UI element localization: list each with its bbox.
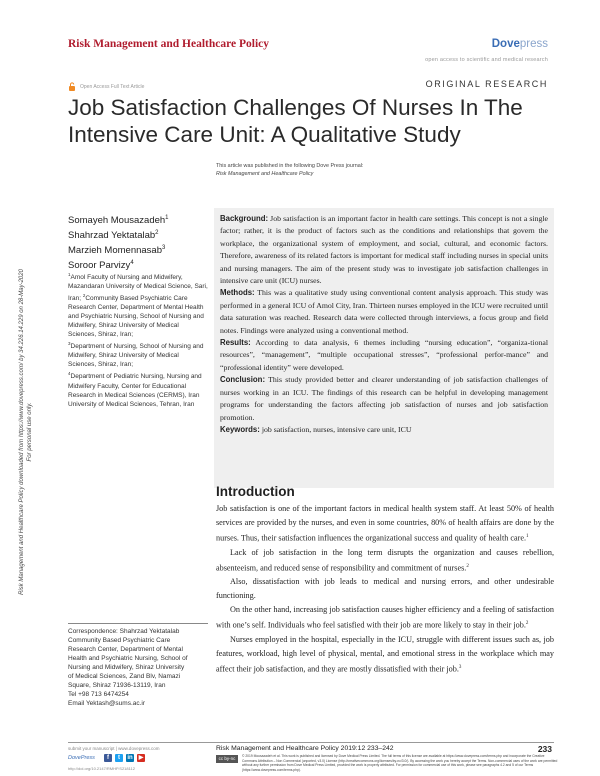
section-heading-introduction: Introduction (216, 484, 295, 499)
article-title: Job Satisfaction Challenges Of Nurses In The Intensive Care Unit: A Qualitative Study (68, 95, 523, 147)
dovepress-small-logo[interactable]: DovePress (68, 755, 95, 761)
correspondence-divider (68, 623, 208, 624)
open-access-icon (68, 82, 76, 91)
author-item[interactable]: Somayeh Mousazadeh$^1$ (68, 215, 169, 227)
paragraph: Lack of job satisfaction in the long term disrupts the organization and causes rebellion, absenteeism, and reduced sense of responsibility and commitment of nurses.$^2$ (216, 547, 554, 573)
author-item[interactable]: Shahrzad Yektatalab$^2$ (68, 230, 159, 242)
affiliations (68, 270, 208, 409)
download-stamp-line1: Risk Management and Healthcare Policy downloaded from https://www.dovepress.com/ by 34.226.14.229 on 28-May-2020 (19, 269, 25, 595)
introduction-body (216, 502, 554, 677)
abstract-keywords: Keywords: job satisfaction, nurses, intensive care unit, ICU (220, 424, 412, 434)
cc-license-badge[interactable]: cc by-nc (216, 755, 238, 763)
page-number: 233 (537, 744, 552, 754)
citation-ref[interactable]: 3 (458, 665, 462, 671)
affiliation-item: $^4$Department of Pediatric Nursing, Nursing and Midwifery Faculty, Center for Educational Research in Medical Sciences (CERMS), Iran University of Medical Sciences, Tehran, Iran (68, 371, 202, 408)
twitter-icon[interactable]: t (115, 754, 123, 762)
publisher-logo-part-b: press (519, 38, 548, 50)
correspondence-block: Correspondence: Shahrzad Yektatalab Community Based Psychiatric Care Research Center, Department of Mental Health and Psychiatric Nursing, School of Nursing and Midwifery, Shiraz University of Medical Sciences, Zand Blv, Namazi Square, Shiraz 71936-13119, Iran Tel +98 713 6474254 Email Yektash@sums.ac.ir (68, 627, 208, 708)
journal-citation: Risk Management and Healthcare Policy 2019:12 233–242 (216, 745, 394, 752)
linkedin-icon[interactable]: in (127, 755, 133, 761)
affiliation-item: $^3$Department of Nursing, School of Nursing and Midwifery, Shiraz University of Medical Sciences, Shiraz, Iran; (68, 341, 204, 369)
citation-ref[interactable]: 1 (526, 534, 529, 539)
license-text: © 2019 Mousazadeh et al. This work is published and licensed by Dove Medical Press Limited. The full terms of this license are available at https://www.dovepress.com/terms.php and incorporate the Creative Commons Attribution – Non Commercial (unported, v3.0) License (http://creativecommons.org/licenses/by-nc/3.0/). By accessing the work you hereby accept the Terms. Non-commercial uses of the work are permitted without any further permission from Dove Medical Press Limited, provided the work is properly attributed. For permission for commercial use of this work, please see paragraphs 4.2 and 5 of our Terms (https://www.dovepress.com/terms.php). (242, 754, 558, 772)
download-stamp (14, 136, 38, 726)
abstract-background: Background: Job satisfaction is an important factor in health care settings. This concept is not a single factor; rather, it is the product of factors such as the conditions and relationships that govern the workplace, the organizational system of employment, and social, cultural, and economic factors. Therefore, awareness of its related factors is important for medical staff including nurses in special units and nursing managers. The aim of the present study was to investigate job satisfaction challenges in intensive care unit (ICU) nurses. (220, 214, 548, 286)
article-type: ORIGINAL RESEARCH (425, 79, 548, 89)
citation-ref[interactable]: 2 (466, 563, 469, 569)
paragraph: Job satisfaction is one of the important factors in medical health system staff. At least 50% of health services are provided by the nurses, and even in some countries, 80% of health affairs are done by the nurses. Thus, their satisfaction influences the organizational success and quality of health care.$^1$ (216, 504, 554, 543)
journal-name: Risk Management and Healthcare Policy (68, 38, 270, 50)
open-access-label (68, 82, 144, 91)
facebook-icon[interactable]: f (104, 754, 112, 762)
author-item[interactable]: Soroor Parvizy$^4$ (68, 260, 134, 272)
abstract-box (214, 208, 554, 488)
publication-note-line1: This article was published in the following Dove Press journal: (216, 163, 364, 169)
abstract-methods: Methods: This was a qualitative study using conventional content analysis approach. This study was performed in a general ICU of Amol City, Iran. Thirteen nurses employed in the ICU were recruited until data saturation was reached. Research data were collected through interviews, a focus group and field notes. Findings were analyzed using a conventional method. (220, 288, 548, 335)
paragraph: Also, dissatisfaction with job leads to medical and nursing errors, and other undesirable functioning. (216, 577, 554, 601)
paragraph: Nurses employed in the hospital, especially in the ICU, struggle with different issues such as, job features, workload, high level of physical, mental, and emotional stress in the workplace which may affect their job satisfaction, and they are mostly dissatisfied with their job.$^3$ (216, 635, 554, 674)
youtube-icon[interactable]: ▶ (138, 755, 144, 761)
doi-link[interactable]: http://doi.org/10.2147/RMHP.S218112 (68, 766, 136, 771)
abstract-conclusion: Conclusion: This study provided better and clearer understanding of job satisfaction challenges of nurses working in an ICU. The findings of this research can be helpful in developing management programs for understanding the factors affecting job satisfaction of nurses and job satisfaction promotion. (220, 375, 548, 422)
affiliation-item: $^1$Amol Faculty of Nursing and Midwifery, Mazandaran University of Medical Science, Sari, Iran; $^2$Community Based Psychiatric Care Research Center, Department of Mental Health and Psychiatric Nursing, School of Nursing and Midwifery, Shiraz University of Medical Sciences, Shiraz, Iran; (68, 272, 208, 339)
paragraph: On the other hand, increasing job satisfaction causes higher efficiency and a feeling of satisfaction with one’s self. Individuals who feel satisfied with their job are more likely to stay in their job.$^2$ (216, 605, 554, 631)
publication-note-journal: Risk Management and Healthcare Policy (216, 171, 314, 177)
citation-ref[interactable]: 2 (525, 621, 529, 627)
publisher-tagline: open access to scientific and medical research (425, 57, 548, 63)
author-item[interactable]: Marzieh Momennasab$^3$ (68, 245, 166, 257)
publisher-logo-part-a: Dove (491, 38, 520, 50)
open-access-text: Open Access Full Text Article (80, 83, 145, 90)
footer-divider (68, 742, 554, 743)
download-stamp-line2: For personal use only. (27, 402, 33, 462)
author-list (68, 212, 169, 273)
correspondence-email[interactable]: Email Yektash@sums.ac.ir (68, 700, 146, 707)
publication-note (216, 162, 363, 178)
abstract-results: Results: According to data analysis, 6 themes including “nursing education”, “organiza-tional resources”, “management”, “multiple occupational stresses”, “professional perfor-mance” and “professional identity” were developed. (220, 338, 548, 372)
publisher-logo[interactable] (492, 38, 548, 50)
social-links (104, 754, 145, 762)
submit-manuscript-link[interactable]: submit your manuscript | www.dovepress.com (68, 746, 160, 751)
